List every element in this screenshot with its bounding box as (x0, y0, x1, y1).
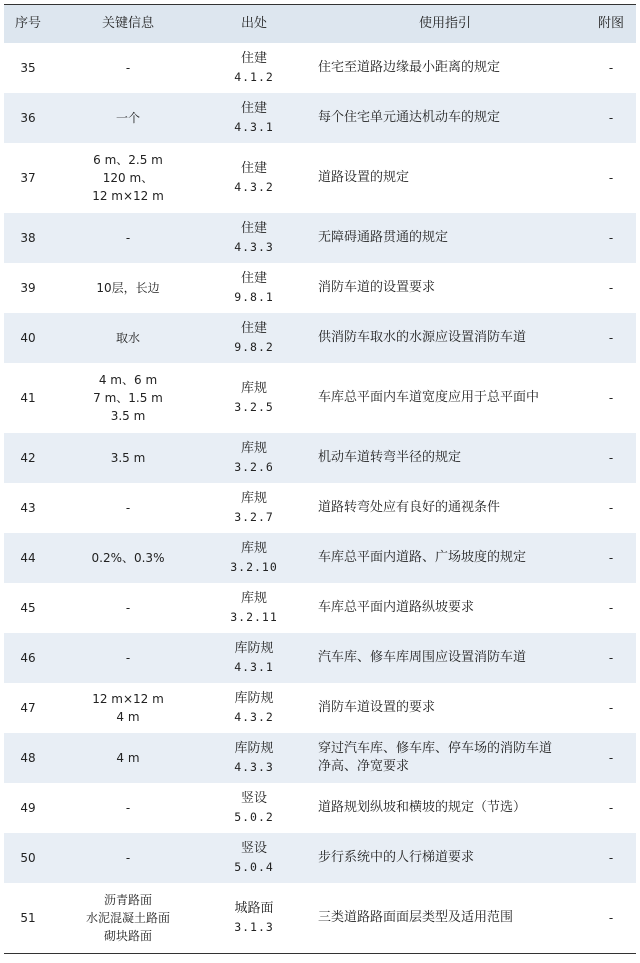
figure-cell: - (608, 331, 614, 345)
key-info-cell-line: - (125, 851, 131, 865)
source-cell (204, 840, 304, 876)
source-cell-line: 3.2.11 (230, 610, 278, 624)
guide-cell-line: 道路设置的规定 (318, 170, 410, 185)
key-info-cell-line: 4 m (116, 710, 140, 724)
guide-cell-line: 汽车库、修车库周围应设置消防车道 (318, 650, 527, 665)
table-row (4, 783, 636, 833)
source-cell-line: 住建 (240, 221, 267, 236)
key-info-cell-line: 3.5 m (110, 451, 146, 465)
guide-cell-line: 三类道路路面面层类型及适用范围 (318, 910, 514, 925)
table-row (4, 363, 636, 433)
key-info-cell (52, 109, 204, 127)
guide-cell (304, 59, 586, 77)
source-cell-line: 住建 (240, 271, 267, 286)
row-number: 42 (20, 451, 36, 465)
header-key-info: 关键信息 (101, 16, 154, 31)
table-header (4, 5, 636, 43)
source-cell-line: 3.2.6 (234, 460, 274, 474)
key-info-cell (52, 59, 204, 77)
table-row (4, 93, 636, 143)
table-row (4, 883, 636, 953)
source-cell-line: 4.3.1 (234, 660, 274, 674)
figure-cell: - (608, 501, 614, 515)
source-cell-line: 4.3.3 (234, 240, 274, 254)
key-info-cell-line: - (125, 231, 131, 245)
key-info-cell (52, 329, 204, 347)
source-cell-line: 3.1.3 (234, 920, 274, 934)
source-cell-line: 住建 (240, 51, 267, 66)
key-info-cell-line: 一个 (115, 111, 140, 125)
key-info-cell (52, 449, 204, 467)
source-cell-line: 竖设 (240, 841, 267, 856)
key-info-cell-line: 7 m、1.5 m (93, 391, 163, 405)
source-cell (204, 900, 304, 936)
source-cell-line: 5.0.2 (234, 810, 274, 824)
table-body (4, 43, 636, 953)
key-info-cell (52, 749, 204, 767)
table-row (4, 483, 636, 533)
figure-cell: - (608, 231, 614, 245)
source-cell-line: 9.8.1 (234, 290, 274, 304)
key-info-cell-line: - (125, 801, 131, 815)
key-info-cell-line: 取水 (115, 331, 140, 345)
key-info-cell-line: - (125, 601, 131, 615)
source-cell (204, 220, 304, 256)
source-cell-line: 竖设 (240, 791, 267, 806)
source-cell (204, 320, 304, 356)
source-cell-line: 3.2.10 (230, 560, 278, 574)
row-number: 35 (20, 61, 36, 75)
key-info-cell (52, 279, 204, 297)
source-cell-line: 4.3.3 (234, 760, 274, 774)
source-cell (204, 490, 304, 526)
source-cell (204, 270, 304, 306)
key-info-cell-line: 水泥混凝土路面 (85, 911, 170, 925)
guide-cell-line: 车库总平面内道路、广场坡度的规定 (318, 550, 527, 565)
row-number: 38 (20, 231, 36, 245)
source-cell (204, 50, 304, 86)
source-cell-line: 住建 (240, 101, 267, 116)
guide-cell (304, 740, 586, 776)
source-cell-line: 库规 (240, 541, 267, 556)
figure-cell: - (608, 451, 614, 465)
source-cell-line: 库防规 (234, 741, 274, 756)
figure-cell: - (608, 751, 614, 765)
guide-cell-line: 每个住宅单元通达机动车的规定 (318, 110, 501, 125)
guide-cell (304, 169, 586, 187)
figure-cell: - (608, 171, 614, 185)
source-cell-line: 9.8.2 (234, 340, 274, 354)
row-number: 36 (20, 111, 36, 125)
guide-cell (304, 799, 586, 817)
source-cell-line: 库规 (240, 491, 267, 506)
figure-cell: - (608, 851, 614, 865)
row-number: 48 (20, 751, 36, 765)
guide-cell-line: 道路转弯处应有良好的通视条件 (318, 500, 501, 515)
source-cell-line: 库防规 (234, 641, 274, 656)
key-info-cell (52, 690, 204, 726)
table-row (4, 683, 636, 733)
table-row (4, 43, 636, 93)
source-cell-line: 4.1.2 (234, 70, 274, 84)
table-row (4, 633, 636, 683)
header-source: 出处 (240, 16, 267, 31)
row-number: 40 (20, 331, 36, 345)
row-number: 50 (20, 851, 36, 865)
figure-cell: - (608, 551, 614, 565)
table-row (4, 213, 636, 263)
guide-cell-line: 车库总平面内道路纵坡要求 (318, 600, 475, 615)
source-cell-line: 城路面 (234, 901, 274, 916)
row-number: 45 (20, 601, 36, 615)
source-cell (204, 740, 304, 776)
key-info-cell-line: - (125, 501, 131, 515)
guide-cell (304, 109, 586, 127)
guide-cell (304, 699, 586, 717)
source-cell-line: 库规 (240, 591, 267, 606)
row-number: 51 (20, 911, 36, 925)
source-cell-line: 住建 (240, 161, 267, 176)
guide-cell-line: 车库总平面内车道宽度应用于总平面中 (318, 390, 540, 405)
key-info-cell (52, 229, 204, 247)
table-row (4, 313, 636, 363)
key-info-cell-line: 6 m、2.5 m (93, 153, 163, 167)
key-info-cell-line: 120 m、 (102, 171, 154, 185)
row-number: 39 (20, 281, 36, 295)
row-number: 46 (20, 651, 36, 665)
key-info-cell (52, 371, 204, 425)
source-cell (204, 590, 304, 626)
source-cell (204, 690, 304, 726)
source-cell-line: 3.2.7 (234, 510, 274, 524)
guide-cell-line: 消防车道的设置要求 (318, 280, 436, 295)
source-cell-line: 库规 (240, 441, 267, 456)
guide-cell (304, 849, 586, 867)
key-info-cell (52, 849, 204, 867)
key-info-cell-line: 3.5 m (110, 409, 146, 423)
table-row (4, 833, 636, 883)
guide-cell (304, 389, 586, 407)
figure-cell: - (608, 911, 614, 925)
key-info-cell (52, 549, 204, 567)
row-number: 37 (20, 171, 36, 185)
source-cell (204, 440, 304, 476)
source-cell (204, 640, 304, 676)
header-guide: 使用指引 (418, 16, 471, 31)
source-cell (204, 100, 304, 136)
source-cell-line: 4.3.2 (234, 180, 274, 194)
figure-cell: - (608, 701, 614, 715)
figure-cell: - (608, 281, 614, 295)
figure-cell: - (608, 111, 614, 125)
guide-cell-line: 净高、净宽要求 (318, 759, 410, 774)
row-number: 47 (20, 701, 36, 715)
guide-cell-line: 步行系统中的人行梯道要求 (318, 850, 475, 865)
source-cell-line: 住建 (240, 321, 267, 336)
table-row (4, 583, 636, 633)
source-cell-line: 4.3.2 (234, 710, 274, 724)
guide-cell (304, 279, 586, 297)
key-info-cell-line: 沥青路面 (103, 893, 152, 907)
figure-cell: - (608, 801, 614, 815)
source-cell (204, 160, 304, 196)
key-info-cell (52, 599, 204, 617)
regulation-table (4, 4, 636, 954)
key-info-cell-line: 4 m (116, 751, 140, 765)
key-info-cell-line: 10层，长边 (96, 281, 160, 295)
source-cell-line: 库规 (240, 381, 267, 396)
key-info-cell-line: 4 m、6 m (98, 373, 158, 387)
guide-cell (304, 909, 586, 927)
source-cell (204, 790, 304, 826)
row-number: 43 (20, 501, 36, 515)
guide-cell (304, 449, 586, 467)
header-figure: 附图 (597, 16, 624, 31)
table-row (4, 433, 636, 483)
key-info-cell (52, 891, 204, 945)
figure-cell: - (608, 651, 614, 665)
guide-cell-line: 消防车道设置的要求 (318, 700, 436, 715)
figure-cell: - (608, 601, 614, 615)
guide-cell (304, 329, 586, 347)
key-info-cell (52, 499, 204, 517)
source-cell-line: 3.2.5 (234, 400, 274, 414)
guide-cell-line: 机动车道转弯半径的规定 (318, 450, 462, 465)
key-info-cell (52, 799, 204, 817)
key-info-cell-line: 12 m×12 m (92, 189, 164, 203)
key-info-cell (52, 649, 204, 667)
guide-cell (304, 649, 586, 667)
key-info-cell-line: - (125, 651, 131, 665)
figure-cell: - (608, 61, 614, 75)
key-info-cell-line: 12 m×12 m (92, 692, 164, 706)
key-info-cell-line: 砌块路面 (103, 929, 152, 943)
row-number: 44 (20, 551, 36, 565)
guide-cell-line: 住宅至道路边缘最小距离的规定 (318, 60, 501, 75)
header-no: 序号 (14, 16, 41, 31)
row-number: 41 (20, 391, 36, 405)
guide-cell-line: 供消防车取水的水源应设置消防车道 (318, 330, 527, 345)
source-cell-line: 库防规 (234, 691, 274, 706)
guide-cell-line: 道路规划纵坡和横坡的规定（节选） (318, 800, 527, 815)
guide-cell (304, 229, 586, 247)
table-row (4, 533, 636, 583)
table-row (4, 263, 636, 313)
figure-cell: - (608, 391, 614, 405)
source-cell (204, 380, 304, 416)
guide-cell (304, 599, 586, 617)
source-cell (204, 540, 304, 576)
guide-cell-line: 穿过汽车库、修车库、停车场的消防车道 (318, 741, 553, 756)
table-row (4, 143, 636, 213)
table-row (4, 733, 636, 783)
key-info-cell (52, 151, 204, 205)
key-info-cell-line: 0.2%、0.3% (91, 551, 165, 565)
key-info-cell-line: - (125, 61, 131, 75)
source-cell-line: 4.3.1 (234, 120, 274, 134)
guide-cell (304, 549, 586, 567)
source-cell-line: 5.0.4 (234, 860, 274, 874)
guide-cell (304, 499, 586, 517)
row-number: 49 (20, 801, 36, 815)
guide-cell-line: 无障碍通路贯通的规定 (318, 230, 449, 245)
